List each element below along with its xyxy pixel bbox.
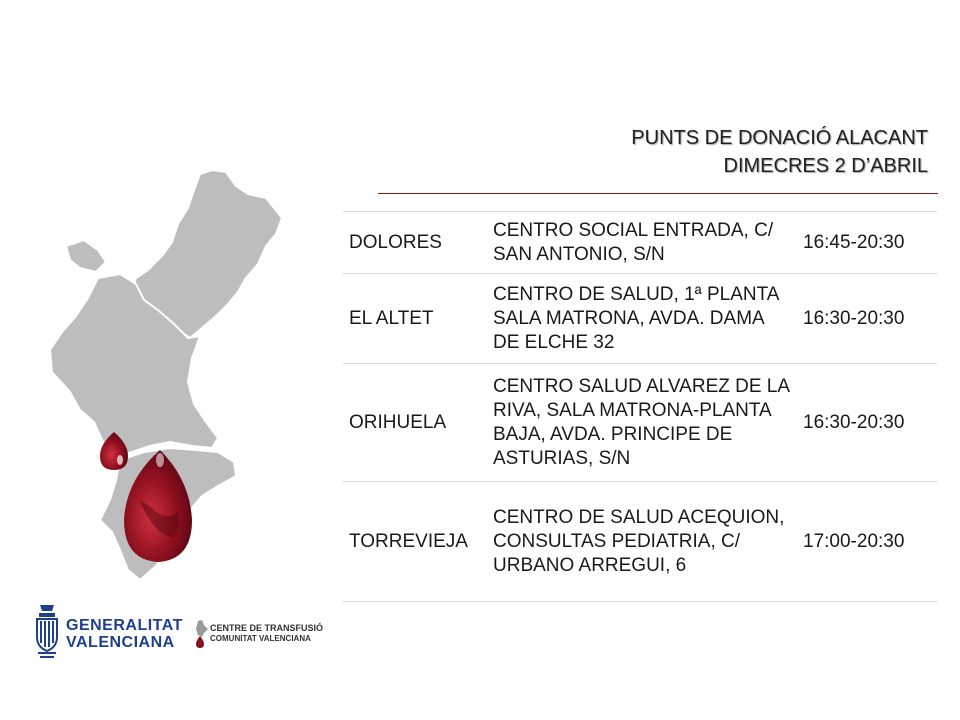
title-line-2: DIMECRES 2 D’ABRIL <box>723 155 928 177</box>
large-drop-highlight <box>156 453 164 467</box>
generalitat-line-2: VALENCIANA <box>66 634 175 651</box>
footer-logos <box>34 603 334 659</box>
city-cell: EL ALTET <box>343 274 487 364</box>
table-row <box>343 482 937 602</box>
table-row <box>343 364 937 482</box>
page-title <box>631 124 928 180</box>
title-line-1: PUNTS DE DONACIÓ ALACANT <box>631 127 928 149</box>
address-cell: CENTRO SOCIAL ENTRADA, C/ SAN ANTONIO, S/N <box>487 212 797 274</box>
centre-transfusio-icon <box>192 619 210 649</box>
city-cell: DOLORES <box>343 212 487 274</box>
table-row <box>343 274 937 364</box>
centre-line-2: COMUNITAT VALENCIANA <box>210 634 311 643</box>
city-cell: ORIHUELA <box>343 364 487 482</box>
address-cell: CENTRO SALUD ALVAREZ DE LA RIVA, SALA MATRONA-PLANTA BAJA, AVDA. PRINCIPE DE ASTURIAS, S/N <box>487 364 797 482</box>
address-cell: CENTRO DE SALUD, 1ª PLANTA SALA MATRONA, AVDA. DAMA DE ELCHE 32 <box>487 274 797 364</box>
generalitat-logo-text <box>66 617 183 651</box>
hours-cell: 16:30-20:30 <box>797 364 937 482</box>
map-illustration <box>40 160 300 600</box>
donation-points-table <box>343 211 937 602</box>
city-cell: TORREVIEJA <box>343 482 487 602</box>
title-divider <box>378 193 938 194</box>
table-row <box>343 212 937 274</box>
generalitat-line-1: GENERALITAT <box>66 617 183 634</box>
hours-cell: 16:45-20:30 <box>797 212 937 274</box>
centre-line-1: CENTRE DE TRANSFUSIÓ <box>210 623 324 633</box>
address-cell: CENTRO DE SALUD ACEQUION, CONSULTAS PEDIATRIA, C/ URBANO ARREGUI, 6 <box>487 482 797 602</box>
generalitat-shield-icon <box>34 603 60 659</box>
small-drop-highlight <box>117 455 123 465</box>
hours-cell: 17:00-20:30 <box>797 482 937 602</box>
map-region-ademuz <box>66 240 106 272</box>
valencian-community-map <box>40 160 300 600</box>
hours-cell: 16:30-20:30 <box>797 274 937 364</box>
centre-transfusio-logo-text <box>210 623 323 644</box>
